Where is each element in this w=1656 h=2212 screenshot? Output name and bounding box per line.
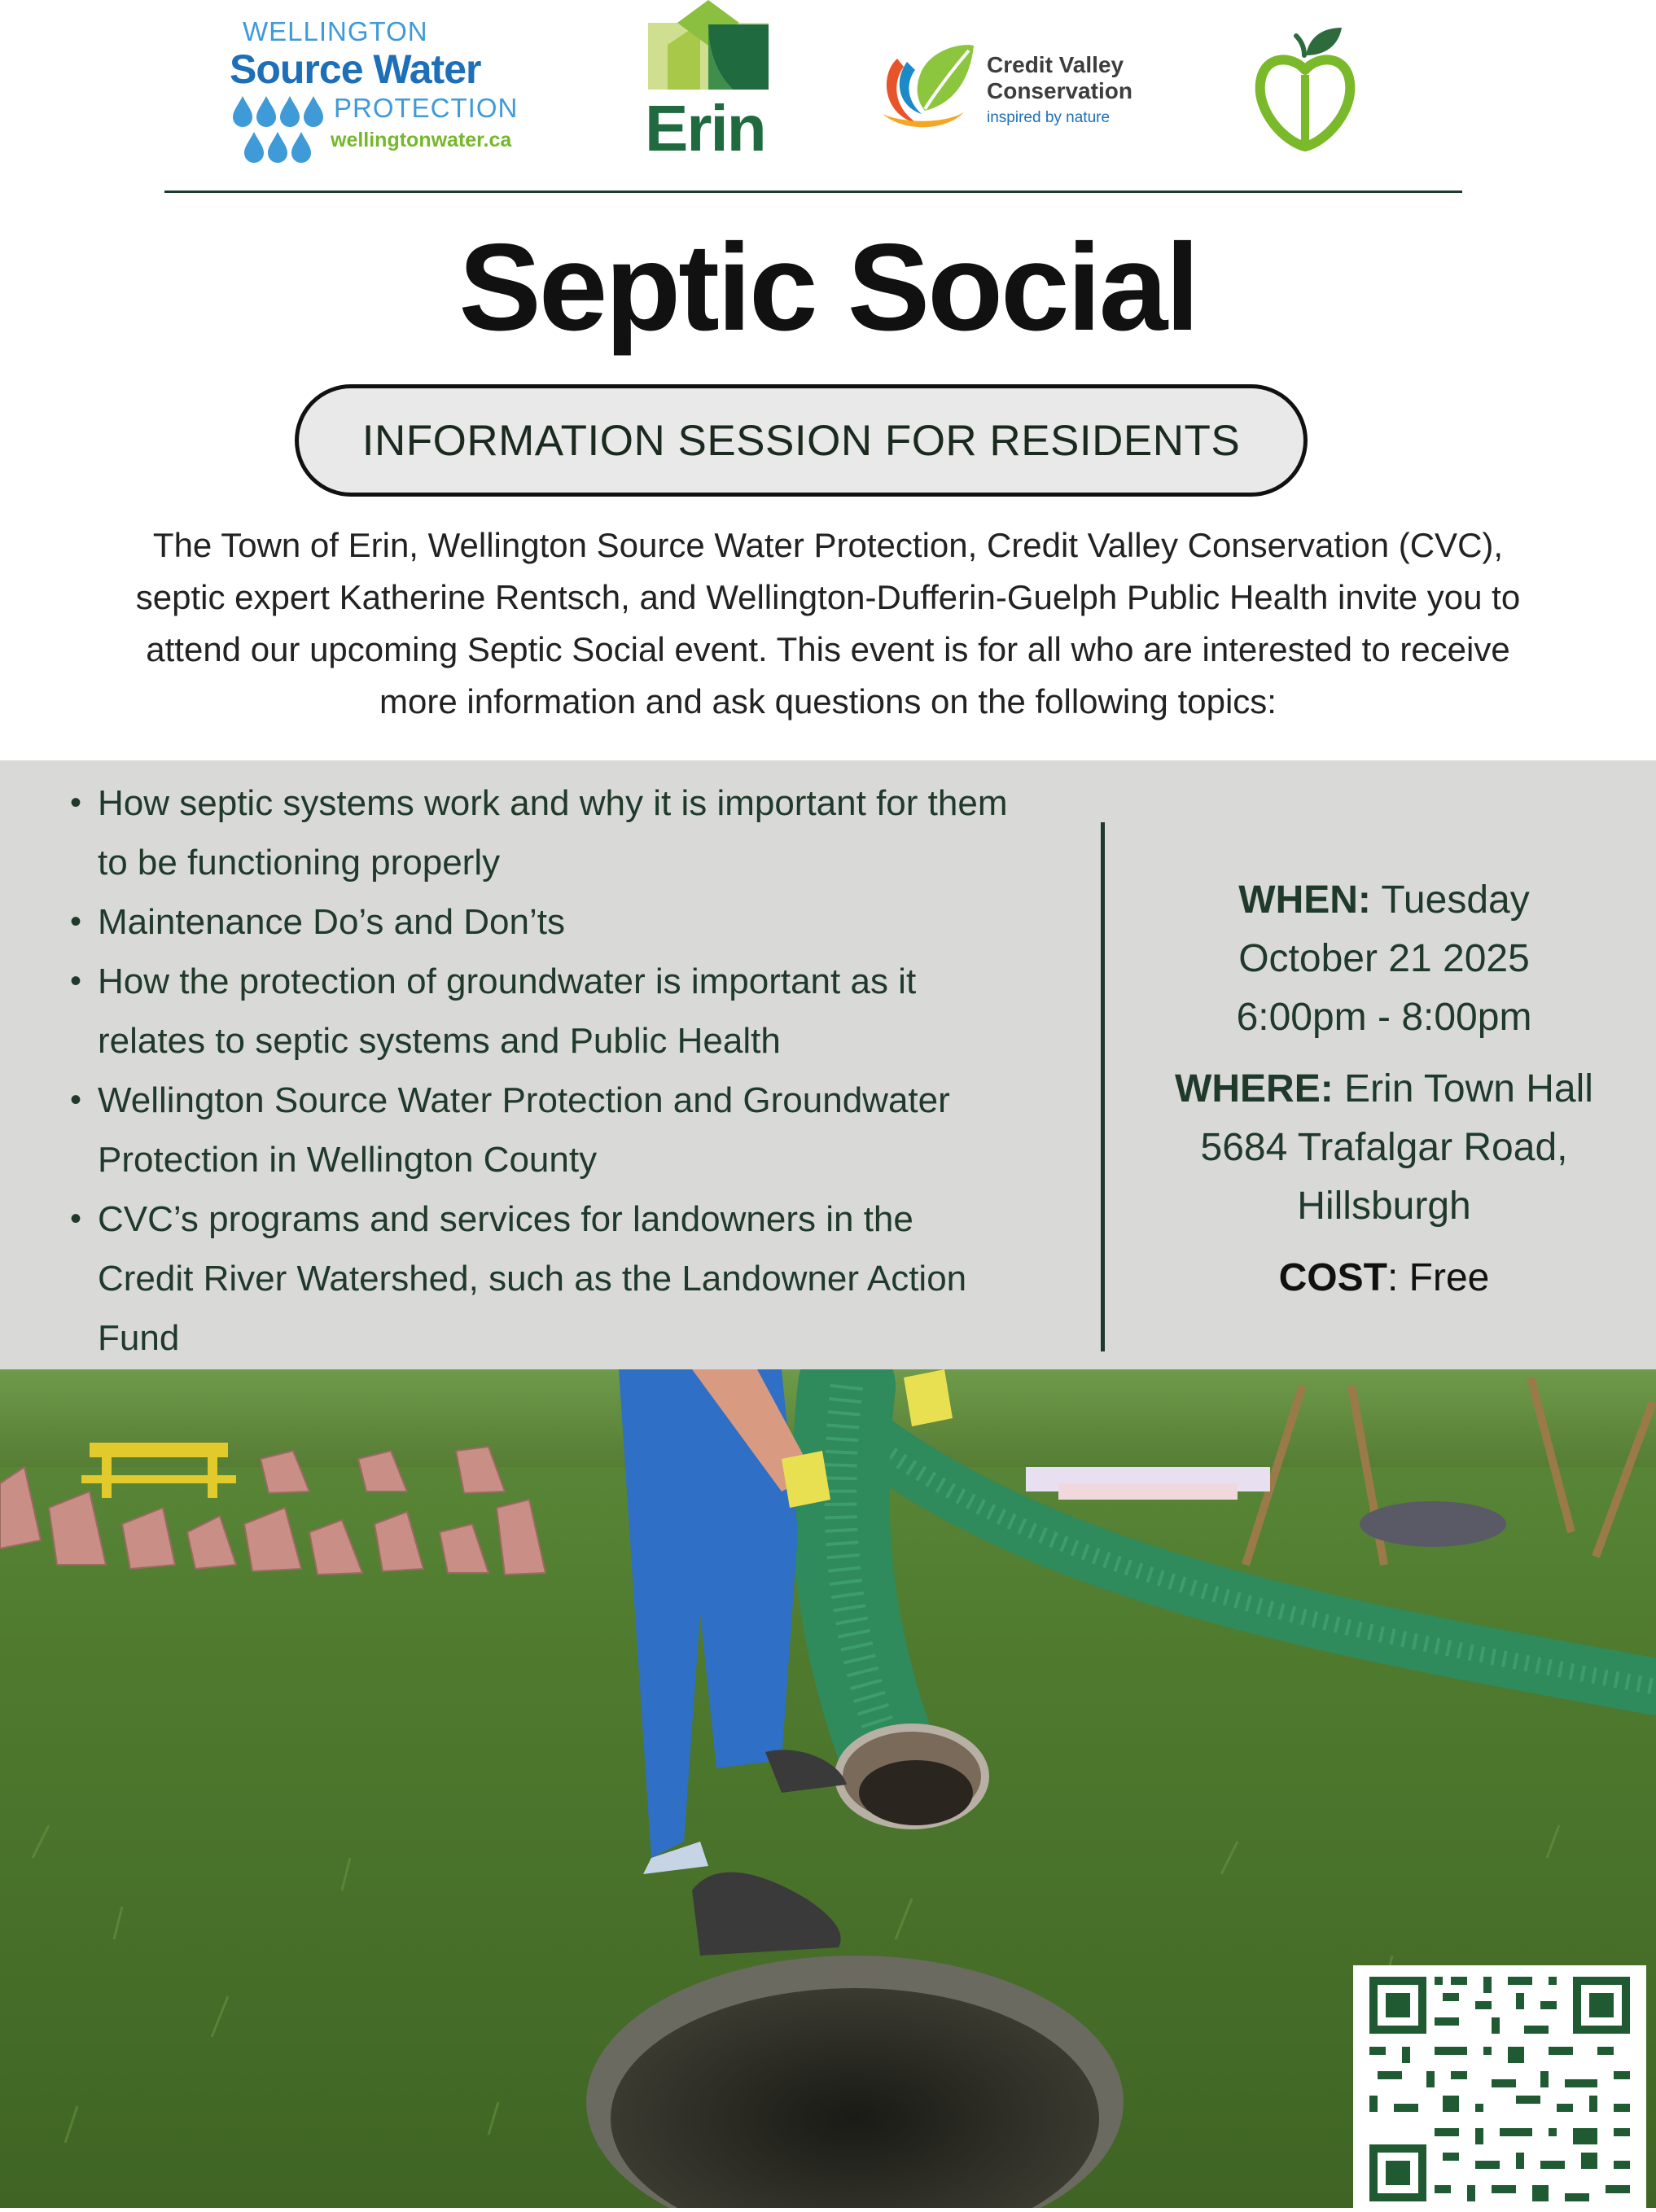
- cvc-tagline: inspired by nature: [987, 109, 1111, 126]
- cvc-name-line1: Credit Valley: [987, 52, 1124, 77]
- topic-line: relates to septic systems and Public Health: [98, 1021, 781, 1061]
- topic-line: • CVC’s programs and services for landowners in the: [98, 1199, 913, 1239]
- cost-value: : Free: [1387, 1256, 1490, 1299]
- topic-line: Credit River Watershed, such as the Landowner Action: [98, 1259, 967, 1299]
- intro-paragraph: [33, 519, 1623, 728]
- subtitle-pill: [295, 384, 1308, 497]
- intro-line: The Town of Erin, Wellington Source Water Protection, Credit Valley Conservation (CVC),: [152, 526, 1504, 564]
- cvc-name-line2: Conservation: [987, 78, 1132, 103]
- where-label: WHERE:: [1175, 1067, 1334, 1110]
- cvc-name: [987, 52, 1132, 104]
- when-time: 6:00pm - 8:00pm: [1236, 996, 1532, 1039]
- event-details: [1132, 871, 1636, 1307]
- topic-line: Protection in Wellington County: [98, 1140, 598, 1180]
- where-town: Hillsburgh: [1297, 1185, 1471, 1228]
- public-health-apple-logo: [1252, 23, 1358, 153]
- qr-code-icon: [1353, 1965, 1646, 2208]
- town-of-erin-logo: [643, 0, 773, 164]
- where-venue: Erin Town Hall: [1333, 1067, 1593, 1110]
- logo-text-protection: PROTECTION: [334, 93, 519, 123]
- list-item: [70, 892, 1112, 952]
- logo-text-wellington: WELLINGTON: [243, 16, 428, 46]
- topic-line: Fund: [98, 1318, 180, 1358]
- water-drops-icon: [231, 96, 329, 173]
- when-label: WHEN:: [1238, 878, 1371, 922]
- erin-leaf-icon: [643, 0, 773, 94]
- when-day: Tuesday: [1370, 878, 1530, 922]
- cost-label: COST: [1278, 1256, 1387, 1299]
- vertical-divider: [1101, 822, 1105, 1351]
- erin-wordmark: Erin: [645, 92, 765, 164]
- subtitle-text: INFORMATION SESSION FOR RESIDENTS: [361, 416, 1241, 465]
- where-line: [1132, 1060, 1636, 1119]
- page-title: Septic Social: [458, 218, 1198, 357]
- topics-list: [70, 773, 1112, 1368]
- when-date: October 21 2025: [1238, 937, 1530, 980]
- when-line: [1132, 871, 1636, 930]
- apple-heart-icon: [1252, 23, 1358, 153]
- topic-line: to be functioning properly: [98, 843, 501, 883]
- credit-valley-conservation-logo: [879, 42, 1156, 140]
- logo-text-source-water: Source Water: [230, 46, 481, 92]
- list-item: [70, 1071, 1112, 1189]
- intro-line: attend our upcoming Septic Social event. This event is for all who are interested to receive: [146, 630, 1510, 668]
- intro-line: more information and ask questions on the following topics:: [379, 682, 1277, 721]
- where-street: 5684 Trafalgar Road,: [1200, 1126, 1568, 1169]
- intro-line: septic expert Katherine Rentsch, and Wellington-Dufferin-Guelph Public Health invite you to: [135, 578, 1521, 616]
- topic-line: • Maintenance Do’s and Don’ts: [98, 902, 565, 942]
- header-divider: [164, 191, 1462, 193]
- qr-code[interactable]: [1353, 1965, 1646, 2208]
- cvc-leaf-swirl-icon: [879, 42, 977, 134]
- topic-line: • How septic systems work and why it is important for them: [98, 783, 1008, 823]
- list-item: [70, 952, 1112, 1071]
- logo-text-url: wellingtonwater.ca: [331, 129, 512, 151]
- list-item: [70, 1189, 1112, 1368]
- list-item: [70, 773, 1112, 892]
- topic-line: • How the protection of groundwater is important as it: [98, 961, 917, 1001]
- topic-line: • Wellington Source Water Protection and Groundwater: [98, 1080, 950, 1120]
- wellington-source-water-logo: [230, 15, 523, 161]
- cost-line: [1132, 1249, 1636, 1307]
